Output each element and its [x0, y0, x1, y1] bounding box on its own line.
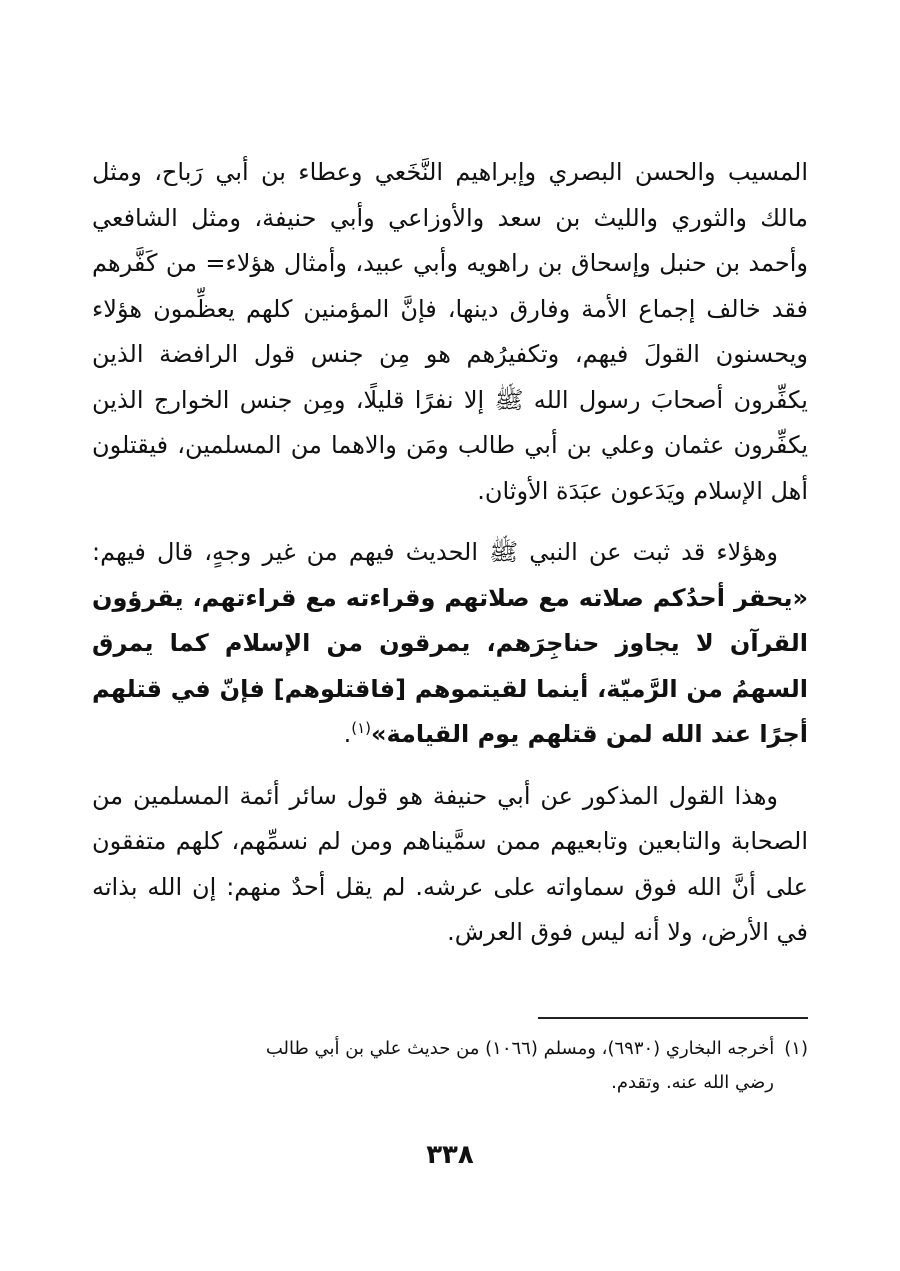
paragraph-1: المسيب والحسن البصري وإبراهيم النَّخَعي وعطاء بن أبي رَباح، ومثل مالك والثوري والليث بن سعد والأوزاعي وأبي حنيفة، ومثل الشافعي وأحمد بن حنبل وإسحاق بن راهويه وأبي عبيد، وأمثال هؤلاء= من كَفَّرهم فقد خالف إجماع الأمة وفارق دينها، فإنَّ المؤمنين كلهم يعظِّمون هؤلاء ويحسنون القولَ فيهم، وتكفيرُهم هو مِن جنس قول الرافضة الذين يكفِّرون أصحابَ رسول الله ﷺ إلا نفرًا قليلًا، ومِن جنس الخوارج الذين يكفِّرون عثمان وعلي بن أبي طالب ومَن والاهما من المسلمين، فيقتلون أهل الإسلام ويَدَعون عبَدَة الأوثان.	[92, 158, 808, 505]
paragraph-2	[92, 530, 808, 758]
footnote-number: (١)	[784, 1038, 808, 1059]
footnotes	[92, 1032, 808, 1100]
footnote-text-1: أخرجه البخاري (٦٩٣٠)، ومسلم (١٠٦٦) من حديث علي بن أبي طالب	[265, 1038, 775, 1059]
footnote-reference[interactable]: (١)	[351, 719, 371, 737]
paragraph-2-intro: وهؤلاء قد ثبت عن النبي ﷺ الحديث فيهم من غير وجهٍ، قال فيهم:	[92, 538, 778, 566]
paragraph-3: وهذا القول المذكور عن أبي حنيفة هو قول سائر أئمة المسلمين من الصحابة والتابعين وتابعيهم ممن سمَّيناهم ومن لم نسمِّهم، كلهم متفقون على أنَّ الله فوق سماواته على عرشه. لم يقل أحدٌ منهم: إن الله بذاته في الأرض، ولا أنه ليس فوق العرش.	[92, 781, 808, 946]
footnote-line-2: رضي الله عنه. وتقدم.	[611, 1072, 774, 1093]
footnote-line-1	[92, 1032, 808, 1066]
footnote-divider	[538, 1017, 808, 1019]
page-number: ٣٣٨	[426, 1140, 474, 1170]
hadith-quote: «يحقر أحدُكم صلاته مع صلاتهم وقراءته مع قراءتهم، يقرؤون القرآن لا يجاوز حناجِرَهم، يمرقون من الإسلام كما يمرق السهمُ من الرَّميّة، أينما لقيتموهم [فاقتلوهم] فإنّ في قتلهم أجرًا عند الله لمن قتلهم يوم القيامة»	[92, 583, 808, 748]
main-text	[92, 150, 808, 972]
paragraph-2-end: .	[343, 720, 352, 748]
